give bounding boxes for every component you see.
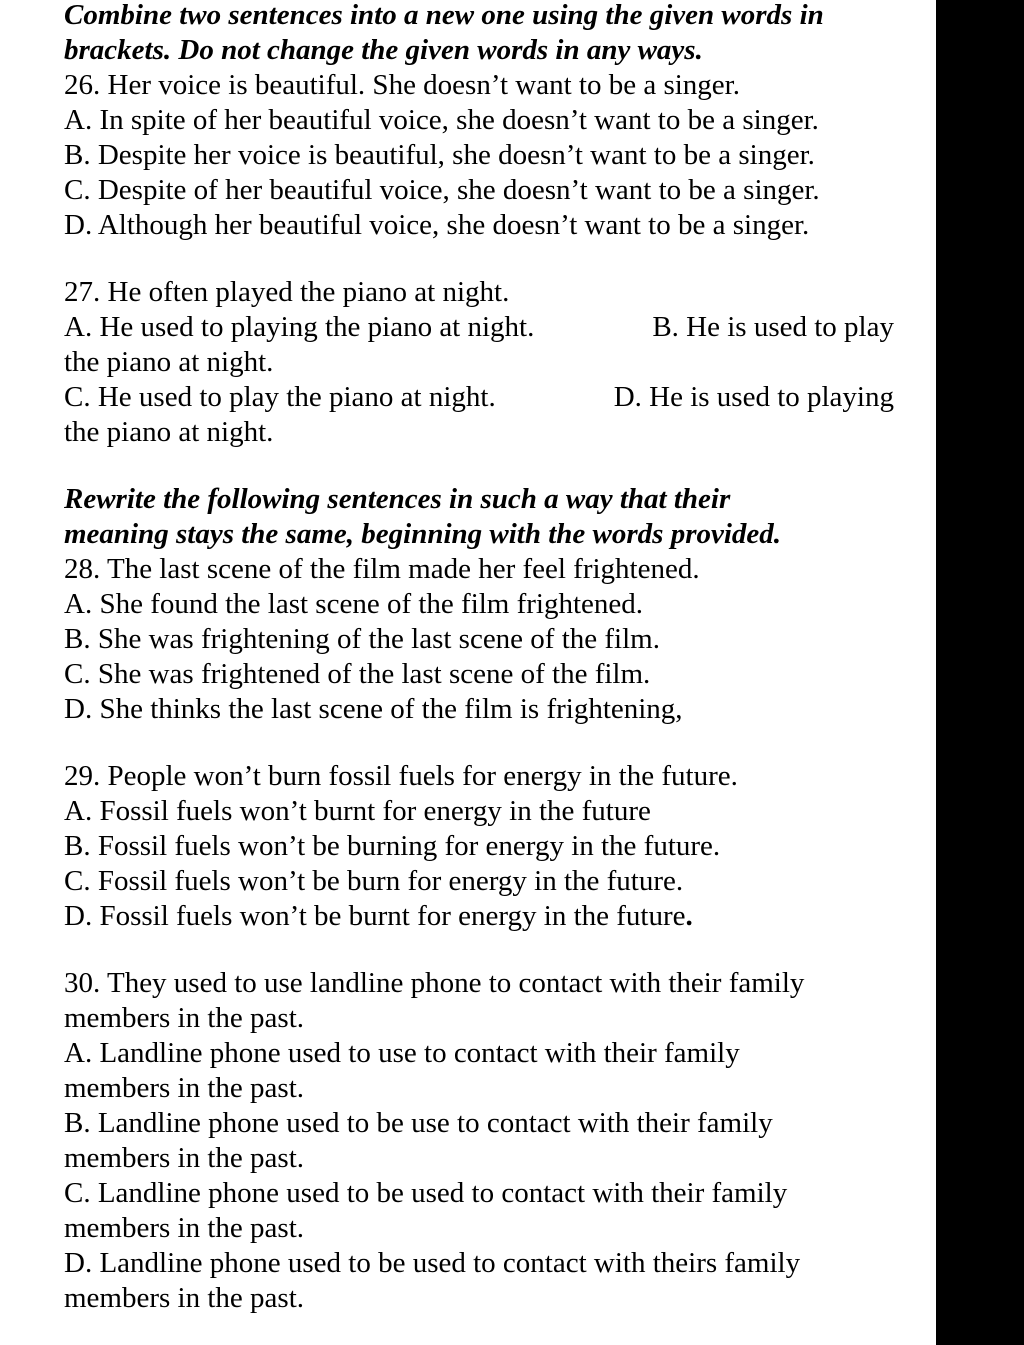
worksheet-content bbox=[64, 0, 894, 1316]
q27-row-cd bbox=[64, 380, 894, 415]
q29-option-b: B. Fossil fuels won’t be burning for energy in the future. bbox=[64, 830, 721, 862]
q29-option-d bbox=[64, 899, 894, 934]
q27-option-a: A. He used to playing the piano at night. bbox=[64, 311, 535, 343]
q29-option-d-text: D. Fossil fuels won’t be burnt for energy in the future bbox=[64, 900, 686, 932]
q26-option-c: C. Despite of her beautiful voice, she doesn’t want to be a singer. bbox=[64, 174, 820, 206]
spacer bbox=[64, 934, 894, 966]
section1-instruction-line1: Combine two sentences into a new one using the given words in bbox=[64, 0, 824, 31]
q30-option-b-line1: B. Landline phone used to be use to contact with their family bbox=[64, 1107, 773, 1139]
q28-option-a: A. She found the last scene of the film frightened. bbox=[64, 588, 644, 620]
right-black-bar bbox=[936, 0, 1024, 1345]
spacer bbox=[64, 727, 894, 759]
q27-row-ab bbox=[64, 310, 894, 345]
q28-stem: 28. The last scene of the film made her feel frightened. bbox=[64, 553, 700, 585]
q26-option-a: A. In spite of her beautiful voice, she doesn’t want to be a singer. bbox=[64, 104, 819, 136]
q27-option-b-start: B. He is used to play bbox=[652, 311, 894, 343]
section2-instruction-line1: Rewrite the following sentences in such a way that their bbox=[64, 483, 731, 515]
q26-option-d: D. Although her beautiful voice, she doesn’t want to be a singer. bbox=[64, 209, 810, 241]
q27-option-d-start: D. He is used to playing bbox=[613, 381, 894, 413]
q30-option-d-line2: members in the past. bbox=[64, 1282, 305, 1314]
q30-stem-line1: 30. They used to use landline phone to contact with their family bbox=[64, 967, 805, 999]
q30-option-d-line1: D. Landline phone used to be used to contact with theirs family bbox=[64, 1247, 801, 1279]
q28-option-b: B. She was frightening of the last scene of the film. bbox=[64, 623, 660, 655]
q30-option-b-line2: members in the past. bbox=[64, 1142, 305, 1174]
q30-option-a-line1: A. Landline phone used to use to contact with their family bbox=[64, 1037, 740, 1069]
section1-instruction-line2: brackets. Do not change the given words in any ways. bbox=[64, 34, 703, 66]
q27-option-d-cont: the piano at night. bbox=[64, 416, 274, 448]
q26-stem: 26. Her voice is beautiful. She doesn’t want to be a singer. bbox=[64, 69, 740, 101]
spacer bbox=[64, 243, 894, 275]
q30-stem-line2: members in the past. bbox=[64, 1002, 305, 1034]
q29-option-a: A. Fossil fuels won’t burnt for energy in the future bbox=[64, 795, 651, 827]
q28-option-c: C. She was frightened of the last scene of the film. bbox=[64, 658, 651, 690]
q30-option-c-line2: members in the past. bbox=[64, 1212, 305, 1244]
q27-option-c: C. He used to play the piano at night. bbox=[64, 381, 496, 413]
q26-option-b: B. Despite her voice is beautiful, she doesn’t want to be a singer. bbox=[64, 139, 815, 171]
q29-option-c: C. Fossil fuels won’t be burn for energy in the future. bbox=[64, 865, 684, 897]
q27-option-b-cont: the piano at night. bbox=[64, 346, 274, 378]
section2-instruction-line2: meaning stays the same, beginning with the words provided. bbox=[64, 518, 782, 550]
q28-option-d: D. She thinks the last scene of the film is frightening, bbox=[64, 693, 683, 725]
q29-stem: 29. People won’t burn fossil fuels for energy in the future. bbox=[64, 760, 738, 792]
q27-stem: 27. He often played the piano at night. bbox=[64, 276, 510, 308]
q30-option-a-line2: members in the past. bbox=[64, 1072, 305, 1104]
spacer bbox=[64, 450, 894, 482]
q29-option-d-period: . bbox=[685, 900, 693, 932]
q30-option-c-line1: C. Landline phone used to be used to contact with their family bbox=[64, 1177, 788, 1209]
